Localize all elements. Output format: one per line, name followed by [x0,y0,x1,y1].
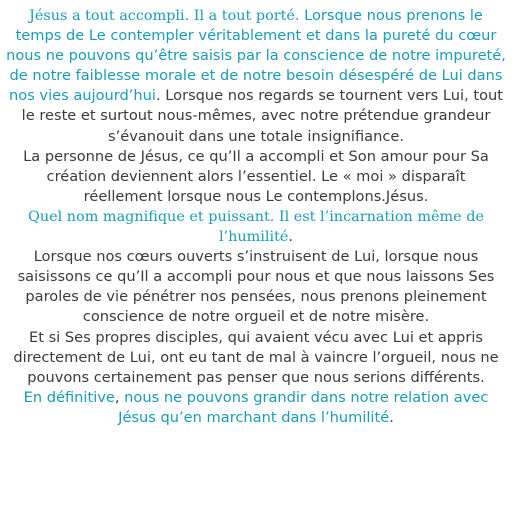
body-text: . [389,408,394,426]
paragraph [6,147,506,207]
highlighted-text: Quel nom magnifique et puissant. Il est l’incarnation même de l’humilité [28,208,484,246]
highlighted-text: Jésus a tout accompli. Il a tout porté. [29,8,305,24]
body-text: , [114,388,125,406]
paragraph [6,388,506,428]
highlighted-text: nous ne pouvons grandir dans notre relation avec Jésus qu’en marchant dans l’humilité [118,388,489,426]
highlighted-text: Lorsque nous prenons le temps de Le contempler véritablement et dans la pureté du cœur nous ne pouvons qu’être saisis par la conscience de notre impureté [6,7,502,65]
paragraph [6,328,506,388]
highlighted-text: En définitive [23,388,115,406]
body-text: . [288,228,294,246]
body-text: Lorsque nos cœurs ouverts s’instruisent de Lui, lorsque nous saisissons ce qu’Il a accompli pour nous et que nous laissons Ses paroles de vie pénétrer nos pensées, nous prenons pleinement conscience de notre orgueil et de notre misère. [17,248,495,326]
body-text: Et si Ses propres disciples, qui avaient vécu avec Lui et appris directement de Lui, ont eu tant de mal à vaincre l’orgueil, nous ne pouvons certainement pas penser que nous serions différents. [13,328,499,386]
paragraph [6,247,506,327]
paragraph [6,6,506,147]
highlighted-text: , de notre faiblesse morale et de notre besoin désespéré de Lui dans nos vies aujourd’hui [9,47,506,105]
body-text: La personne de Jésus, ce qu’Il a accompli et Son amour pour Sa création deviennent alors l’essentiel. Le « moi » disparaît réellement lorsque nous Le contemplons.Jésus. [23,147,489,205]
paragraph [6,207,506,247]
body-text: . Lorsque nos regards se tournent vers Lui, tout le reste et surtout nous-mêmes, avec notre prétendue grandeur s’évanouit dans une totale insignifiance. [21,87,503,145]
